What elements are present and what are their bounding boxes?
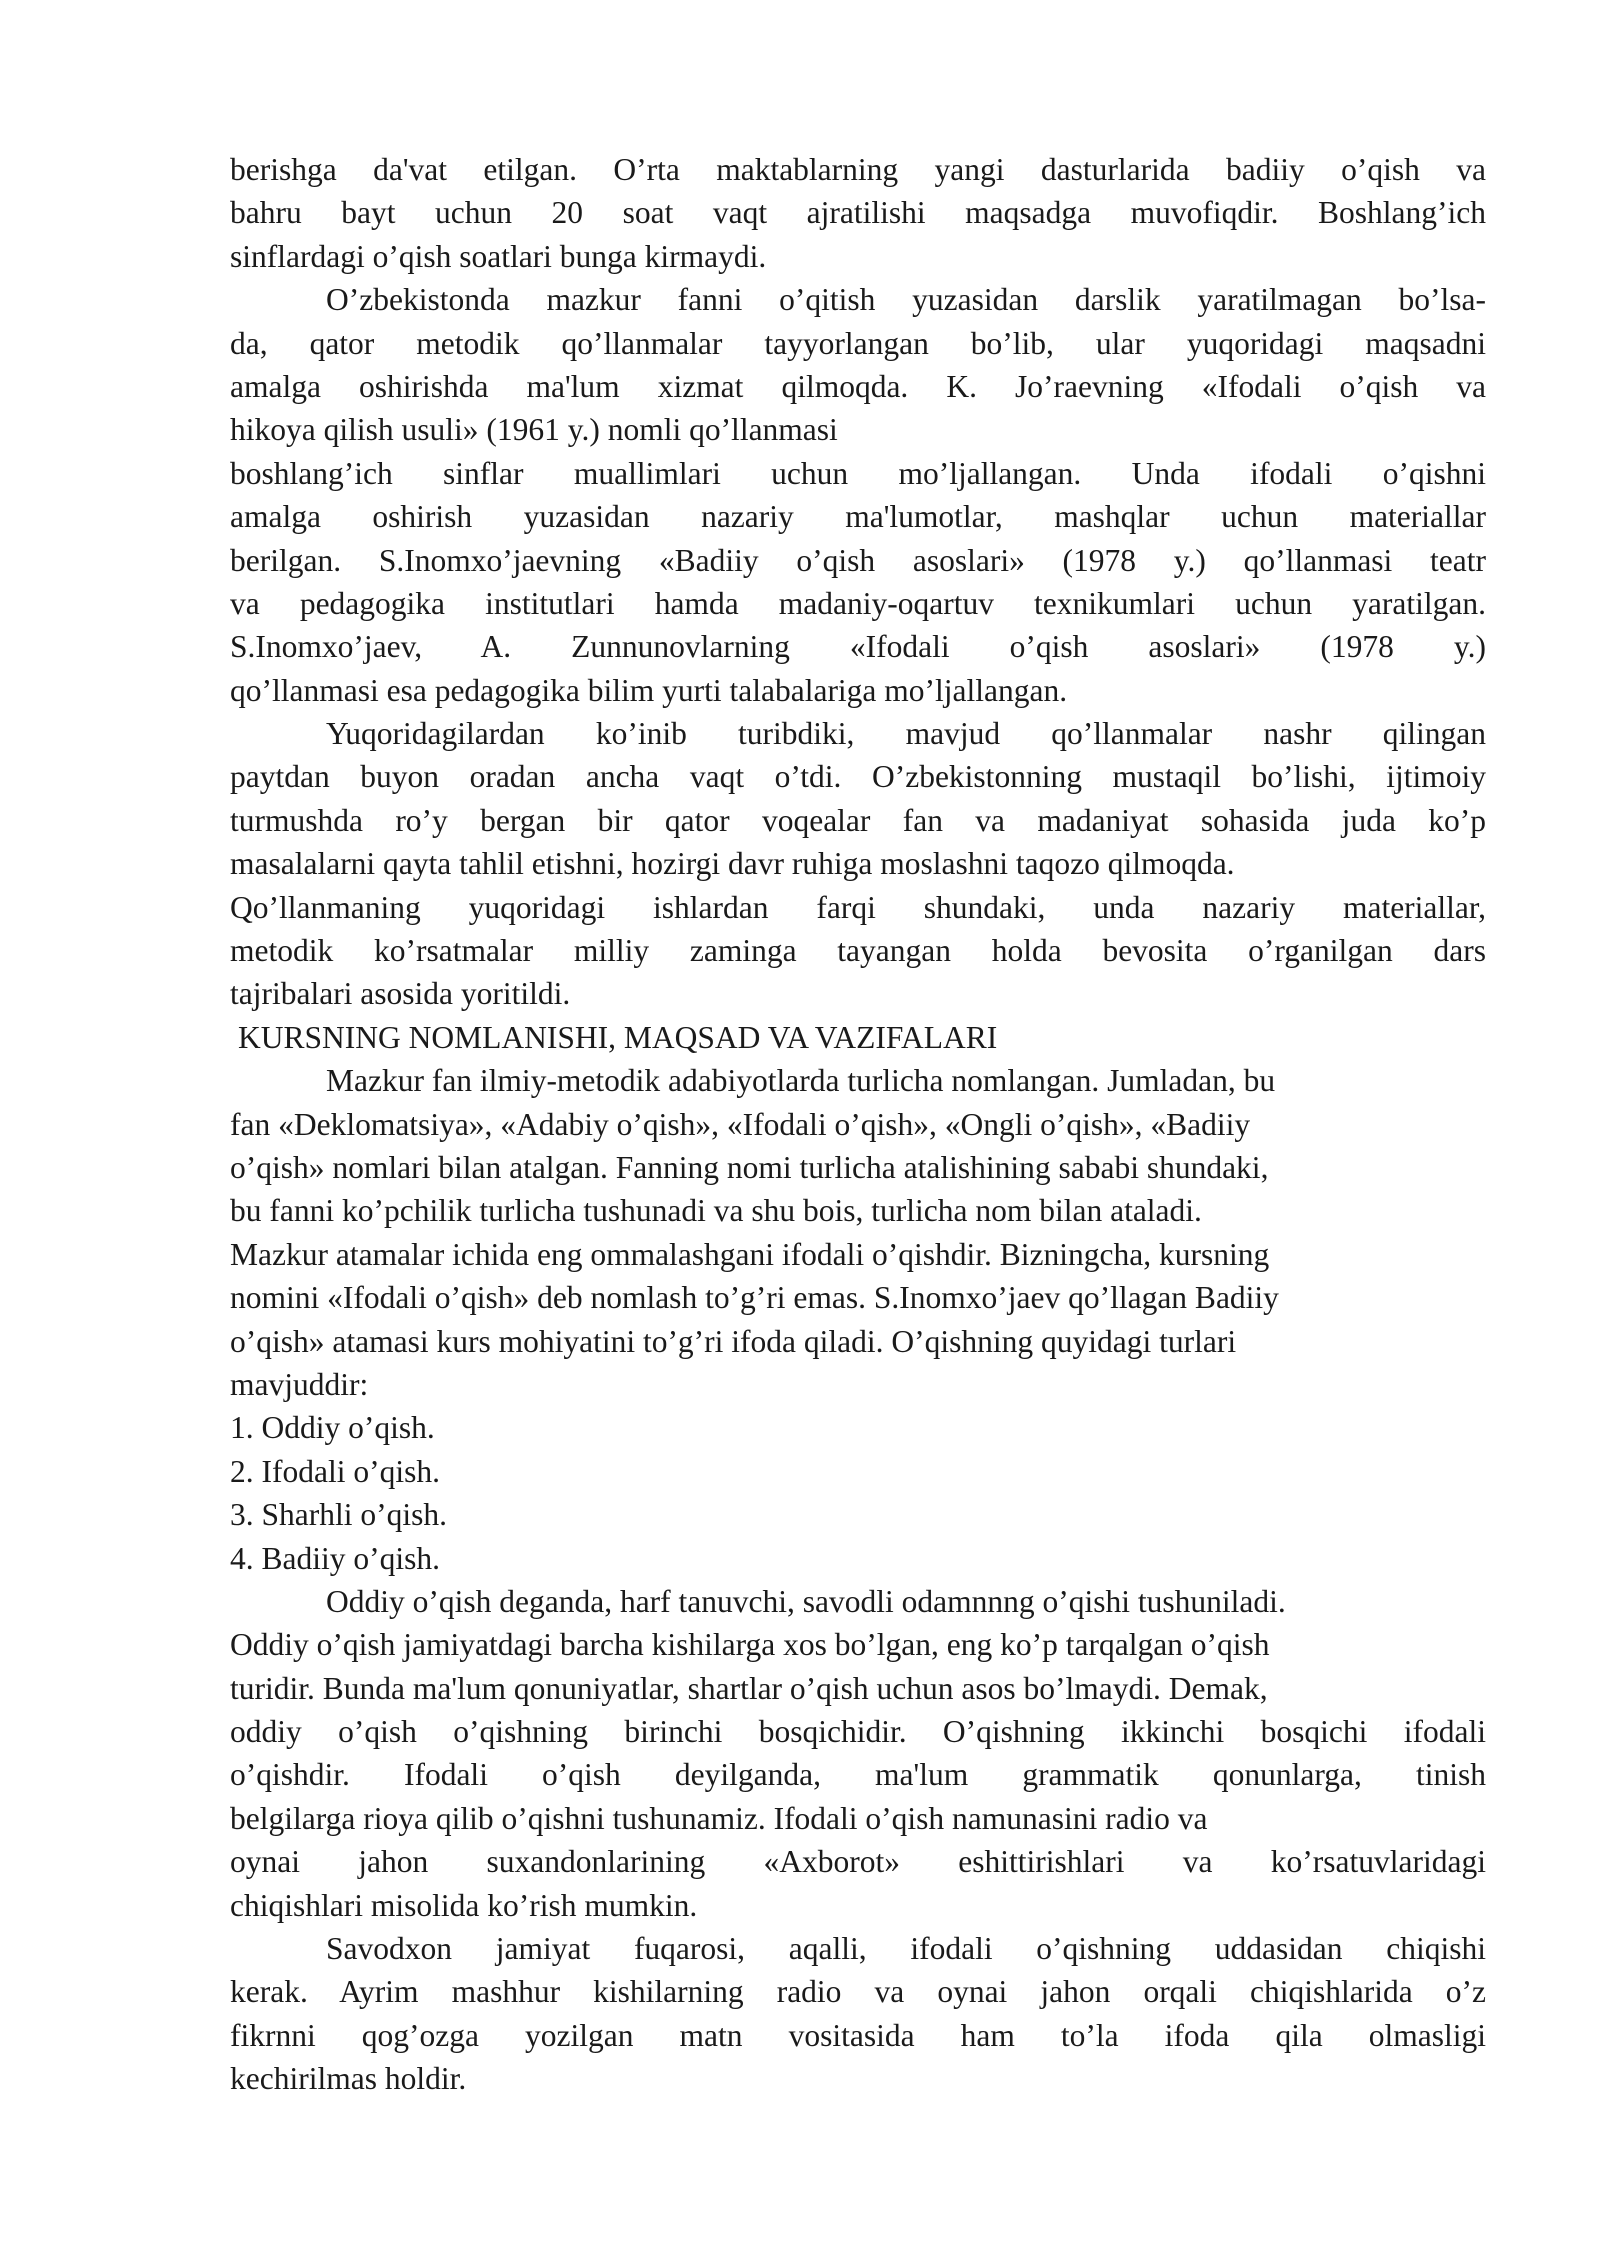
text-line: va pedagogika institutlari hamda madaniy-oqartuv texnikumlari uchun yaratilgan. bbox=[230, 585, 1486, 621]
text-line: qo’llanmasi esa pedagogika bilim yurti talabalariga mo’ljallangan. bbox=[230, 672, 1068, 708]
text-line: 4. Badiiy o’qish. bbox=[230, 1540, 440, 1576]
text-line: amalga oshirishda ma'lum xizmat qilmoqda. K. Jo’raevning «Ifodali o’qish va bbox=[230, 368, 1486, 404]
text-line: Mazkur atamalar ichida eng ommalashgani ifodali o’qishdir. Bizningcha, kursning bbox=[230, 1236, 1270, 1272]
text-line: tajribalari asosida yoritildi. bbox=[230, 976, 571, 1012]
text-line: o’qishdir. Ifodali o’qish deyilganda, ma'lum grammatik qonunlarga, tinish bbox=[230, 1757, 1486, 1793]
text-line: berishga da'vat etilgan. O’rta maktablarning yangi dasturlarida badiiy o’qish va bbox=[230, 152, 1486, 187]
text-line: da, qator metodik qo’llanmalar tayyorlangan bo’lib, ular yuqoridagi maqsadni bbox=[230, 325, 1486, 361]
text-line: Oddiy o’qish deganda, harf tanuvchi, savodli odamnnng o’qishi tushuniladi. bbox=[326, 1583, 1286, 1619]
text-line: o’qish» nomlari bilan atalgan. Fanning nomi turlicha atalishining sababi shundaki, bbox=[230, 1149, 1269, 1185]
text-line: mavjuddir: bbox=[230, 1366, 369, 1402]
text-line: nomini «Ifodali o’qish» deb nomlash to’g’ri emas. S.Inomxo’jaev qo’llagan Badiiy bbox=[230, 1280, 1279, 1316]
document-page bbox=[230, 148, 1486, 2101]
section-heading: KURSNING NOMLANISHI, MAQSAD VA VAZIFALARI bbox=[238, 1019, 998, 1055]
text-line: fikrnni qog’ozga yozilgan matn vositasida ham to’la ifoda qila olmasligi bbox=[230, 2017, 1486, 2053]
text-line: S.Inomxo’jaev, A. Zunnunovlarning «Ifodali o’qish asoslari» (1978 y.) bbox=[230, 629, 1486, 665]
text-line: metodik ko’rsatmalar milliy zaminga tayangan holda bevosita o’rganilgan dars bbox=[230, 933, 1486, 969]
text-line: amalga oshirish yuzasidan nazariy ma'lumotlar, mashqlar uchun materiallar bbox=[230, 499, 1486, 535]
text-line: boshlang’ich sinflar muallimlari uchun mo’ljallangan. Unda ifodali o’qishni bbox=[230, 455, 1486, 491]
text-line: Savodxon jamiyat fuqarosi, aqalli, ifodali o’qishning uddasidan chiqishi bbox=[326, 1931, 1486, 1967]
text-line: kerak. Ayrim mashhur kishilarning radio va oynai jahon orqali chiqishlarida o’z bbox=[230, 1974, 1486, 2010]
text-line: sinflardagi o’qish soatlari bunga kirmaydi. bbox=[230, 238, 767, 274]
text-line: berilgan. S.Inomxo’jaevning «Badiiy o’qish asoslari» (1978 y.) qo’llanmasi teatr bbox=[230, 542, 1486, 578]
text-line: 3. Sharhli o’qish. bbox=[230, 1497, 447, 1533]
text-line: masalalarni qayta tahlil etishni, hozirgi davr ruhiga moslashni taqozo qilmoqda. bbox=[230, 846, 1235, 882]
text-line: Yuqoridagilardan ko’inib turibdiki, mavjud qo’llanmalar nashr qilingan bbox=[326, 716, 1486, 752]
text-line: belgilarga rioya qilib o’qishni tushunamiz. Ifodali o’qish namunasini radio va bbox=[230, 1800, 1208, 1836]
text-line: 2. Ifodali o’qish. bbox=[230, 1453, 440, 1489]
text-line: chiqishlari misolida ko’rish mumkin. bbox=[230, 1887, 698, 1923]
text-line: bu fanni ko’pchilik turlicha tushunadi va shu bois, turlicha nom bilan ataladi. bbox=[230, 1193, 1202, 1229]
text-line: oynai jahon suxandonlarining «Axborot» eshittirishlari va ko’rsatuvlaridagi bbox=[230, 1844, 1486, 1880]
text-line: Oddiy o’qish jamiyatdagi barcha kishilarga xos bo’lgan, eng ko’p tarqalgan o’qish bbox=[230, 1627, 1270, 1663]
text-line: kechirilmas holdir. bbox=[230, 2061, 467, 2097]
text-line: Mazkur fan ilmiy-metodik adabiyotlarda turlicha nomlangan. Jumladan, bu bbox=[326, 1063, 1276, 1099]
text-line: turmushda ro’y bergan bir qator voqealar fan va madaniyat sohasida juda ko’p bbox=[230, 802, 1486, 838]
text-line: hikoya qilish usuli» (1961 y.) nomli qo’llanmasi bbox=[230, 412, 838, 448]
text-line: 1. Oddiy o’qish. bbox=[230, 1410, 435, 1446]
text-line: Qo’llanmaning yuqoridagi ishlardan farqi shundaki, unda nazariy materiallar, bbox=[230, 889, 1486, 925]
text-line: O’zbekistonda mazkur fanni o’qitish yuzasidan darslik yaratilmagan bo’lsa- bbox=[326, 282, 1486, 318]
text-line: oddiy o’qish o’qishning birinchi bosqichidir. O’qishning ikkinchi bosqichi ifodali bbox=[230, 1714, 1486, 1750]
text-line: bahru bayt uchun 20 soat vaqt ajratilishi maqsadga muvofiqdir. Boshlang’ich bbox=[230, 195, 1486, 231]
text-line: o’qish» atamasi kurs mohiyatini to’g’ri ifoda qiladi. O’qishning quyidagi turlari bbox=[230, 1323, 1237, 1359]
text-line: paytdan buyon oradan ancha vaqt o’tdi. O’zbekistonning mustaqil bo’lishi, ijtimoiy bbox=[230, 759, 1486, 795]
text-line: fan «Deklomatsiya», «Adabiy o’qish», «Ifodali o’qish», «Ongli o’qish», «Badiiy bbox=[230, 1106, 1251, 1142]
text-line: turidir. Bunda ma'lum qonuniyatlar, shartlar o’qish uchun asos bo’lmaydi. Demak, bbox=[230, 1670, 1268, 1706]
